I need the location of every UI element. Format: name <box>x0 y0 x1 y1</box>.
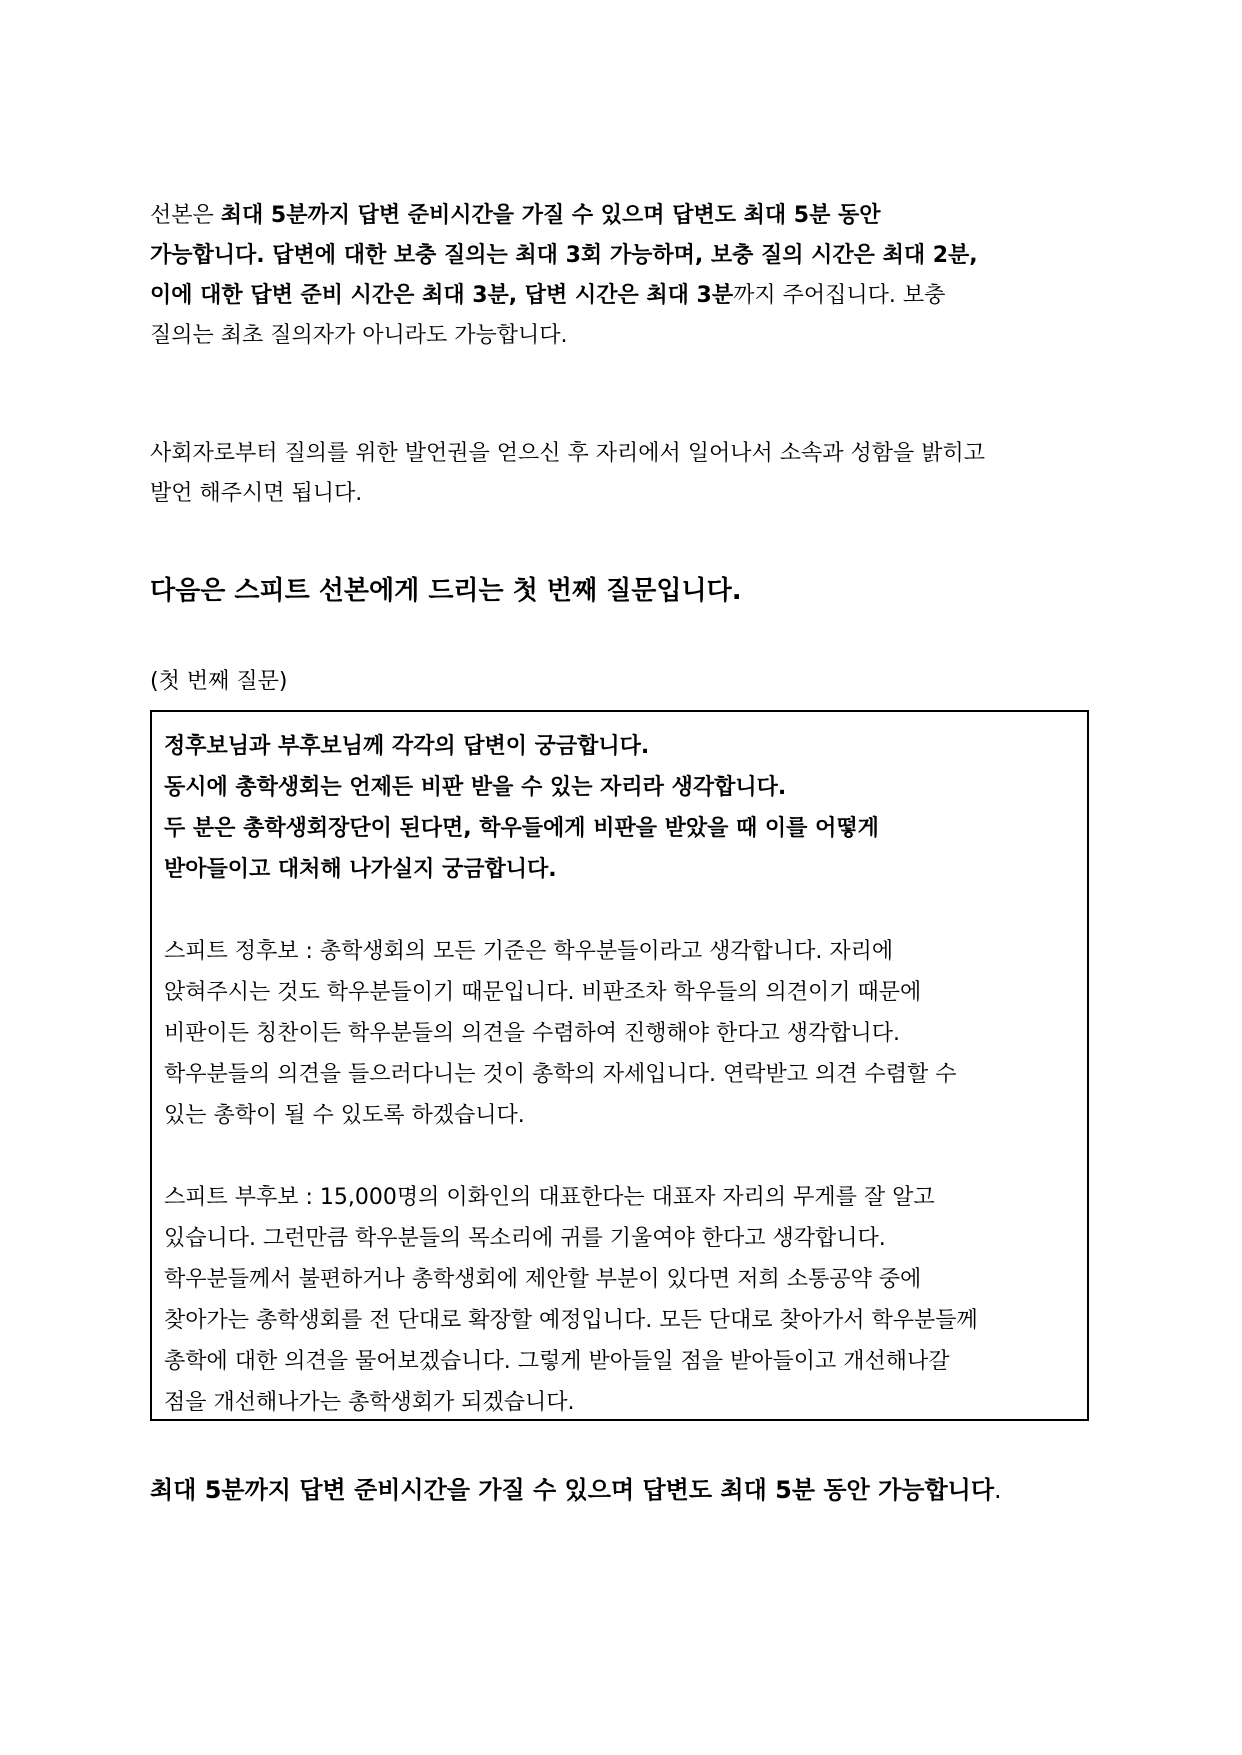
answer-line: 비판이든 칭찬이든 학우분들의 의견을 수렴하여 진행해야 한다고 생각합니다. <box>164 1021 901 1046</box>
question-box <box>150 710 1089 1421</box>
closing-statement: 최대 5분까지 답변 준비시간을 가질 수 있으며 답변도 최대 5분 동안 가능합니다. <box>150 1476 1002 1504</box>
intro-paragraph <box>150 196 1110 356</box>
answer-line: 스피트 부후보 : 15,000명의 이화인의 대표한다는 대표자 자리의 무게를 잘 알고 <box>164 1185 935 1210</box>
question-text <box>164 726 1075 890</box>
spacer <box>164 890 1075 931</box>
procedure-line-1: 사회자로부터 질의를 위한 발언권을 얻으신 후 자리에서 일어나서 소속과 성함을 밝히고 <box>150 441 986 466</box>
procedure-line-2: 발언 해주시면 됩니다. <box>150 481 363 506</box>
answer-president <box>164 931 1075 1136</box>
answer-line: 총학에 대한 의견을 물어보겠습니다. 그렇게 받아들일 점을 받아들이고 개선해나갈 <box>164 1349 950 1374</box>
answer-line: 점을 개선해나가는 총학생회가 되겠습니다. <box>164 1390 575 1415</box>
question-label: (첫 번째 질문) <box>150 669 288 694</box>
intro-line-1: 선본은 최대 5분까지 답변 준비시간을 가질 수 있으며 답변도 최대 5분 동안 <box>150 203 881 228</box>
spacer <box>164 1136 1075 1177</box>
section-heading: 다음은 스피트 선본에게 드리는 첫 번째 질문입니다. <box>150 576 742 606</box>
question-line: 받아들이고 대처해 나가실지 궁금합니다. <box>164 857 557 882</box>
question-line: 두 분은 총학생회장단이 된다면, 학우들에게 비판을 받았을 때 이를 어떻게 <box>164 816 879 841</box>
question-line: 정후보님과 부후보님께 각각의 답변이 궁금합니다. <box>164 734 650 759</box>
answer-line: 찾아가는 총학생회를 전 단대로 확장할 예정입니다. 모든 단대로 찾아가서 학우분들께 <box>164 1308 978 1333</box>
answer-line: 있는 총학이 될 수 있도록 하겠습니다. <box>164 1103 525 1128</box>
answer-line: 학우분들께서 불편하거나 총학생회에 제안할 부분이 있다면 저희 소통공약 중에 <box>164 1267 922 1292</box>
answer-line: 있습니다. 그런만큼 학우분들의 목소리에 귀를 기울여야 한다고 생각합니다. <box>164 1226 886 1251</box>
answer-line: 앉혀주시는 것도 학우분들이기 때문입니다. 비판조차 학우들의 의견이기 때문에 <box>164 980 922 1005</box>
intro-line-4: 질의는 최초 질의자가 아니라도 가능합니다. <box>150 323 568 348</box>
intro-line-2: 가능합니다. 답변에 대한 보충 질의는 최대 3회 가능하며, 보충 질의 시간은 최대 2분, <box>150 243 978 268</box>
procedure-paragraph <box>150 434 1110 514</box>
question-line: 동시에 총학생회는 언제든 비판 받을 수 있는 자리라 생각합니다. <box>164 775 787 800</box>
answer-line: 학우분들의 의견을 들으러다니는 것이 총학의 자세입니다. 연락받고 의견 수렴할 수 <box>164 1062 957 1087</box>
answer-line: 스피트 정후보 : 총학생회의 모든 기준은 학우분들이라고 생각합니다. 자리에 <box>164 939 894 964</box>
answer-vice <box>164 1177 1075 1423</box>
intro-line-3: 이에 대한 답변 준비 시간은 최대 3분, 답변 시간은 최대 3분까지 주어집니다. 보충 <box>150 283 946 308</box>
